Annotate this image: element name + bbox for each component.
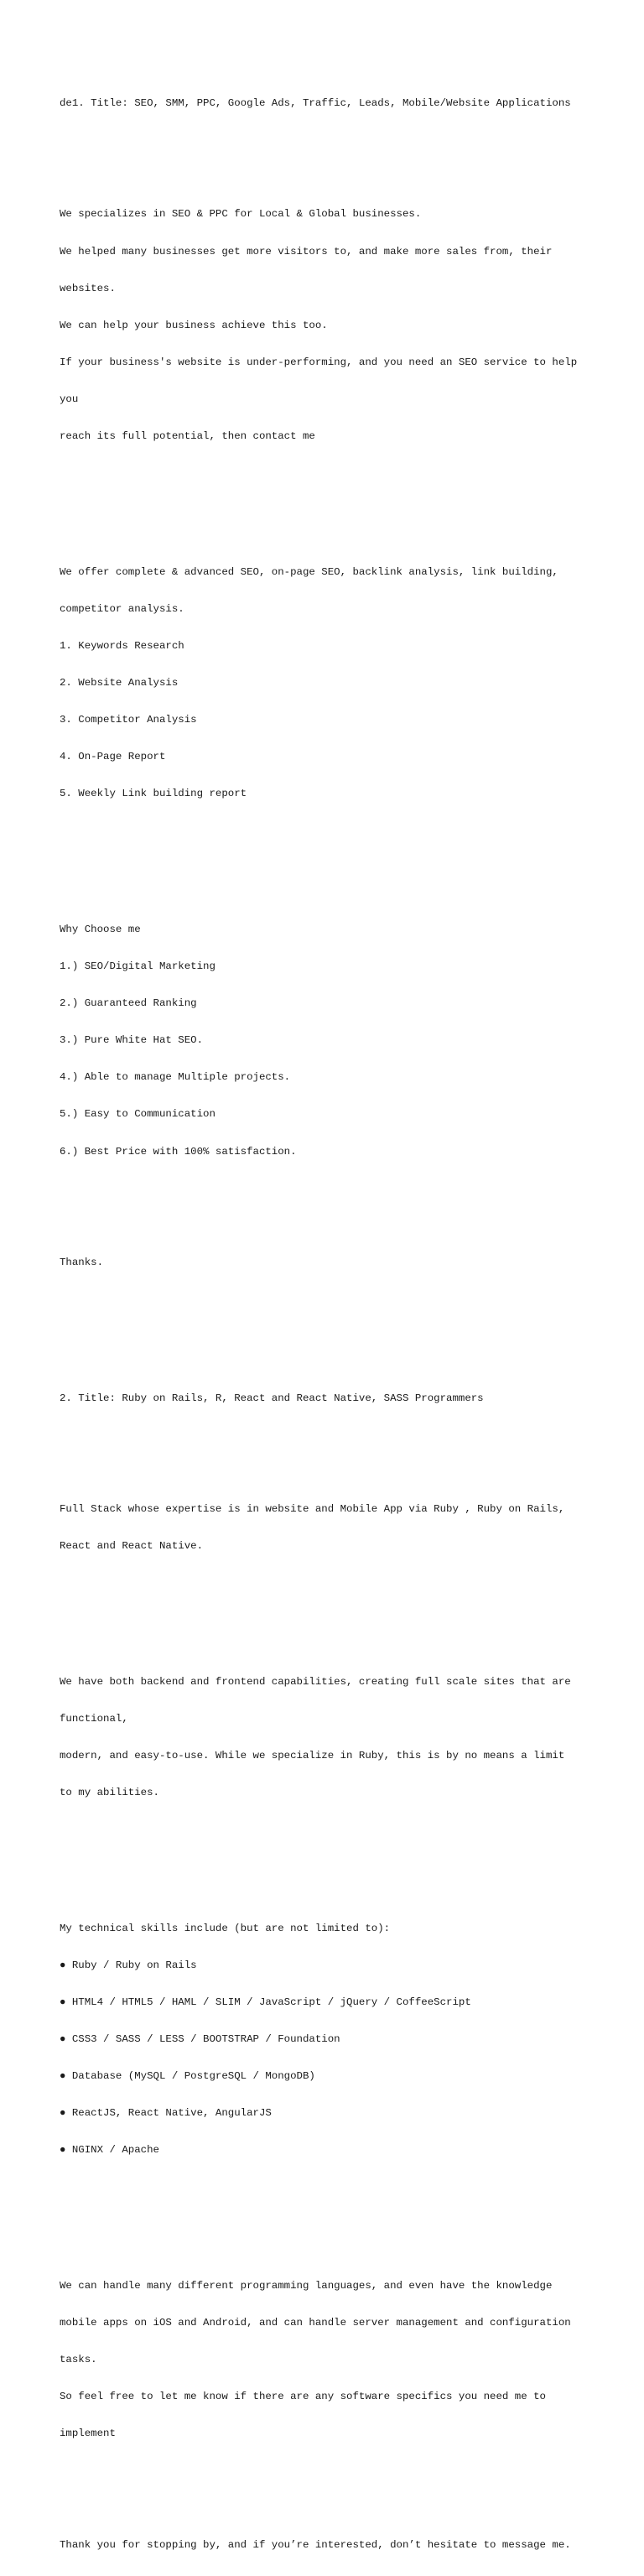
spacer <box>60 1207 613 1220</box>
section2-intro-paragraph <box>60 1478 613 1577</box>
section1-intro-line: websites. <box>60 282 116 294</box>
list-item: ● NGINX / Apache <box>60 2144 159 2157</box>
list-item: 3. Competitor Analysis <box>60 714 197 726</box>
list-item: 5. Weekly Link building report <box>60 788 247 800</box>
section1-intro-line: We can help your business achieve this too. <box>60 319 328 331</box>
list-item: ● Ruby / Ruby on Rails <box>60 1959 197 1971</box>
section1-intro-line: you <box>60 393 79 405</box>
spacer <box>60 134 613 147</box>
section1-why-heading: Why Choose me <box>60 923 141 935</box>
section2-skills-heading: My technical skills include (but are not limited to): <box>60 1922 391 1934</box>
list-item: 4.) Able to manage Multiple projects. <box>60 1071 291 1084</box>
list-item: 2. Website Analysis <box>60 676 179 689</box>
section2-capabilities-paragraph <box>60 1651 613 1824</box>
spacer <box>60 492 613 504</box>
list-item: 2.) Guaranteed Ranking <box>60 997 197 1010</box>
section2-skills-list <box>60 1897 613 2181</box>
section1-intro-line: reach its full potential, then contact me <box>60 429 315 442</box>
spacer <box>60 2206 613 2219</box>
list-item: ● Database (MySQL / PostgreSQL / MongoDB) <box>60 2069 315 2082</box>
list-item: 1.) SEO/Digital Marketing <box>60 960 216 973</box>
list-item: 4. On-Page Report <box>60 751 166 763</box>
section2-intro-line: React and React Native. <box>60 1539 204 1552</box>
section1-why-list <box>60 899 613 1183</box>
list-item: 5.) Easy to Communication <box>60 1108 216 1121</box>
section2-title: 2. Title: Ruby on Rails, R, React and React Native, SASS Programmers <box>60 1392 484 1404</box>
spacer <box>60 1848 613 1860</box>
list-item: ● HTML4 / HTML5 / HAML / SLIM / JavaScript / jQuery / CoffeeScript <box>60 1996 471 2008</box>
section1-title: de1. Title: SEO, SMM, PPC, Google Ads, Traffic, Leads, Mobile/Website Applications <box>60 97 571 110</box>
section2-languages-line: We can handle many different programming languages, and even have the knowledge <box>60 2279 553 2292</box>
spacer <box>60 2490 613 2502</box>
section1-intro-line: We helped many businesses get more visitors to, and make more sales from, their <box>60 245 553 258</box>
section1-intro-line: We specializes in SEO & PPC for Local & Global businesses. <box>60 208 422 221</box>
section1-offer-line: We offer complete & advanced SEO, on-page SEO, backlink analysis, link building, <box>60 565 558 578</box>
section-spacer <box>60 1306 613 1356</box>
section2-capabilities-line: functional, <box>60 1712 128 1725</box>
section2-intro-line: Full Stack whose expertise is in website and Mobile App via Ruby , Ruby on Rails, <box>60 1502 565 1515</box>
section2-languages-paragraph <box>60 2255 613 2464</box>
section2-languages-line: mobile apps on iOS and Android, and can handle server management and configuration <box>60 2316 571 2329</box>
list-item: 1. Keywords Research <box>60 639 184 652</box>
section2-languages-line: implement <box>60 2428 116 2440</box>
list-item: 6.) Best Price with 100% satisfaction. <box>60 1145 297 1158</box>
list-item: ● ReactJS, React Native, AngularJS <box>60 2107 272 2120</box>
section2-capabilities-line: to my abilities. <box>60 1786 159 1798</box>
section2-capabilities-line: We have both backend and frontend capabilities, creating full scale sites that are <box>60 1675 571 1688</box>
section1-closing: Thanks. <box>60 1256 104 1268</box>
section1-offer-list <box>60 541 613 825</box>
section1-intro-line: If your business's website is under-performing, and you need an SEO service to help <box>60 356 578 368</box>
section2-capabilities-line: modern, and easy-to-use. While we specialize in Ruby, this is by no means a limit <box>60 1749 565 1762</box>
list-item: 3.) Pure White Hat SEO. <box>60 1034 204 1047</box>
section1-offer-line: competitor analysis. <box>60 602 184 615</box>
section2-languages-line: So feel free to let me know if there are any software specifics you need me to <box>60 2391 546 2403</box>
document-page <box>60 60 613 2576</box>
section2-closing: Thank you for stopping by, and if you’re interested, don’t hesitate to message me. <box>60 2538 571 2551</box>
spacer <box>60 1601 613 1614</box>
list-item: ● CSS3 / SASS / LESS / BOOTSTRAP / Foundation <box>60 2032 340 2045</box>
spacer <box>60 850 613 862</box>
spacer <box>60 1429 613 1442</box>
section2-languages-line: tasks. <box>60 2354 97 2366</box>
section1-intro-paragraph <box>60 184 613 467</box>
